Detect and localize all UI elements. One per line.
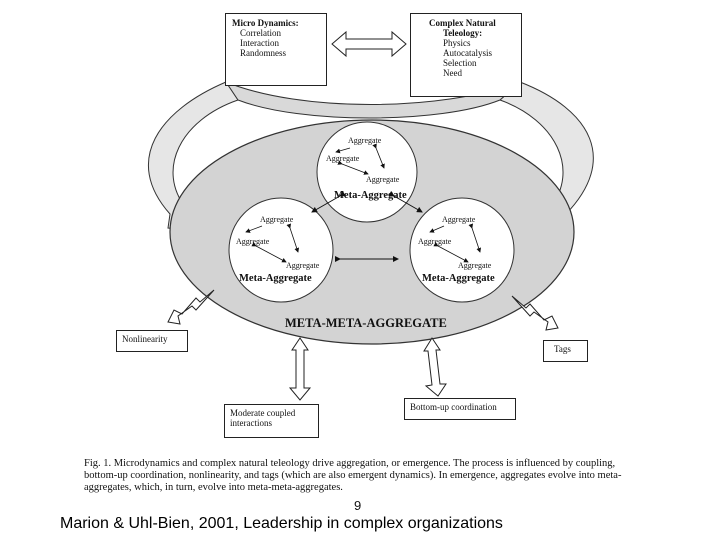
left-aggregate-1: Aggregate bbox=[260, 215, 294, 224]
teleology-title-line1: Complex Natural bbox=[429, 18, 496, 28]
teleology-item-autocatalysis: Autocatalysis bbox=[443, 48, 492, 58]
bottom-up-label: Bottom-up coordination bbox=[410, 402, 497, 412]
micro-item-randomness: Randomness bbox=[240, 48, 286, 58]
teleology-item-need: Need bbox=[443, 68, 462, 78]
page-number: 9 bbox=[354, 498, 362, 513]
right-aggregate-1: Aggregate bbox=[442, 215, 476, 224]
teleology-title-line2: Teleology: bbox=[443, 28, 483, 38]
bottom-up-box bbox=[404, 398, 516, 420]
teleology-item-selection: Selection bbox=[443, 58, 477, 68]
top-aggregate-3: Aggregate bbox=[366, 175, 400, 184]
right-meta-aggregate-circle bbox=[410, 198, 514, 302]
right-aggregate-3: Aggregate bbox=[458, 261, 492, 270]
micro-teleology-double-arrow bbox=[332, 32, 406, 56]
micro-dynamics-title: Micro Dynamics: bbox=[232, 18, 299, 28]
left-aggregate-2: Aggregate bbox=[236, 237, 270, 246]
micro-item-interaction: Interaction bbox=[240, 38, 279, 48]
top-aggregate-2: Aggregate bbox=[326, 154, 360, 163]
micro-dynamics-box bbox=[225, 13, 327, 86]
tags-label: Tags bbox=[554, 344, 571, 354]
bottom-up-arrow bbox=[424, 338, 446, 396]
right-meta-aggregate-label: Meta-Aggregate bbox=[422, 273, 495, 284]
top-meta-aggregate-label: Meta-Aggregate bbox=[334, 190, 407, 201]
left-meta-aggregate-label: Meta-Aggregate bbox=[239, 273, 312, 284]
right-aggregate-2: Aggregate bbox=[418, 237, 452, 246]
citation-footer: Marion & Uhl-Bien, 2001, Leadership in complex organizations bbox=[60, 515, 503, 532]
top-aggregate-1: Aggregate bbox=[348, 136, 382, 145]
complex-teleology-box bbox=[410, 13, 522, 97]
figure-caption: Fig. 1. Microdynamics and complex natural teleology drive aggregation, or emergence. The process is influenced by coupling, bottom-up coordination, nonlinearity, and tags (which are also emergent dynamics). In emergence, aggregates evolve into meta-aggregates, which, in turn, evolve into meta-meta-aggregates. bbox=[84, 458, 622, 493]
moderate-line-1: Moderate coupled bbox=[230, 408, 296, 418]
meta-meta-aggregate-label: META-META-AGGREGATE bbox=[285, 316, 447, 330]
nonlinearity-box bbox=[116, 330, 188, 352]
left-aggregate-3: Aggregate bbox=[286, 261, 320, 270]
moderate-coupled-box bbox=[224, 404, 319, 438]
nonlinearity-label: Nonlinearity bbox=[122, 334, 168, 344]
moderate-line-2: interactions bbox=[230, 418, 272, 428]
left-meta-aggregate-circle bbox=[229, 198, 333, 302]
teleology-item-physics: Physics bbox=[443, 38, 471, 48]
micro-item-correlation: Correlation bbox=[240, 28, 281, 38]
tags-box bbox=[543, 340, 588, 362]
moderate-coupled-arrow bbox=[290, 338, 310, 400]
